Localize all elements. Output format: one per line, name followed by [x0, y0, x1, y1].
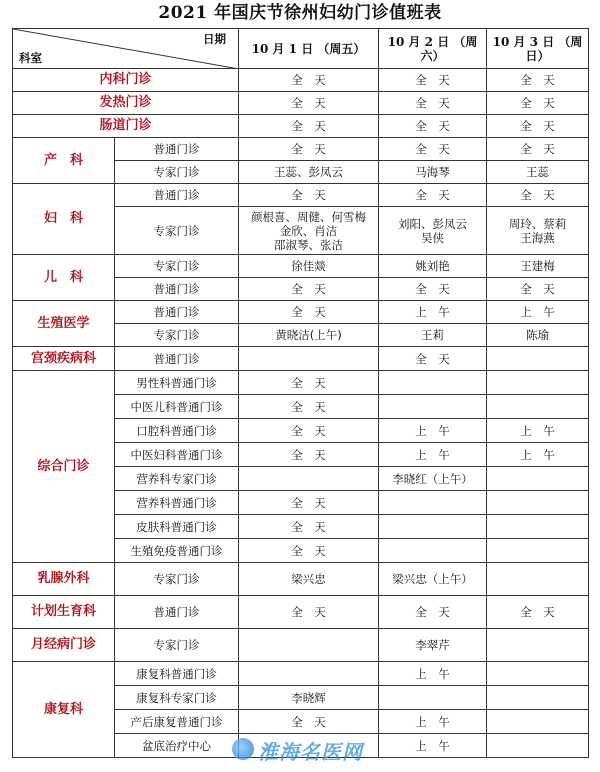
globe-logo-icon	[232, 738, 254, 760]
duty-cell-day3	[487, 395, 589, 419]
duty-line: 刘阳、彭凤云	[398, 216, 467, 231]
table-row	[13, 184, 589, 207]
clinic-cell: 专家门诊	[115, 324, 239, 347]
duty-line: 颜根喜、周健、何雪梅	[251, 209, 366, 224]
duty-cell-day2: 全 天	[379, 184, 487, 207]
clinic-cell: 普通门诊	[115, 347, 239, 371]
duty-cell-day1: 全 天	[239, 92, 379, 115]
duty-cell-day1: 全 天	[239, 596, 379, 629]
dept-cell: 产 科	[13, 138, 115, 184]
duty-cell-day3	[487, 686, 589, 710]
duty-cell-day1	[239, 662, 379, 686]
header-dept-label: 科室	[19, 51, 42, 65]
clinic-cell: 中医儿科普通门诊	[115, 395, 239, 419]
duty-cell-day1	[239, 467, 379, 491]
duty-cell-day1: 全 天	[239, 301, 379, 324]
header-date-1: 10 月 1 日 （周五）	[239, 29, 379, 69]
table-row	[13, 563, 589, 596]
clinic-cell: 男性科普通门诊	[115, 371, 239, 395]
duty-cell-day2: 全 天	[379, 138, 487, 161]
watermark	[232, 736, 392, 764]
duty-cell-day3	[487, 207, 589, 255]
duty-cell-day1: 梁兴忠	[239, 563, 379, 596]
duty-cell-day2: 全 天	[379, 92, 487, 115]
duty-line: 吴侠	[421, 230, 444, 245]
dept-cell: 发热门诊	[13, 92, 239, 115]
duty-cell-day3	[487, 563, 589, 596]
duty-cell-day3: 全 天	[487, 115, 589, 138]
duty-cell-day2	[379, 207, 487, 255]
duty-cell-day2: 全 天	[379, 69, 487, 92]
clinic-cell: 营养科普通门诊	[115, 491, 239, 515]
table-row	[13, 69, 589, 92]
table-row	[13, 138, 589, 161]
duty-cell-day3	[487, 515, 589, 539]
duty-cell-day3: 全 天	[487, 92, 589, 115]
header-date-label: 日期	[203, 32, 226, 46]
duty-cell-day3	[487, 629, 589, 662]
duty-cell-day2: 全 天	[379, 115, 487, 138]
table-row	[13, 301, 589, 324]
clinic-cell: 专家门诊	[115, 563, 239, 596]
clinic-cell: 专家门诊	[115, 255, 239, 278]
duty-cell-day3: 上 午	[487, 301, 589, 324]
duty-cell-day2	[379, 515, 487, 539]
duty-cell-day1: 全 天	[239, 710, 379, 734]
duty-cell-day1: 全 天	[239, 371, 379, 395]
dept-cell: 生殖医学	[13, 301, 115, 347]
page-title: 2021 年国庆节徐州妇幼门诊值班表	[158, 3, 442, 23]
duty-cell-day1: 全 天	[239, 69, 379, 92]
duty-cell-day2	[379, 395, 487, 419]
dept-cell: 月经病门诊	[13, 629, 115, 662]
duty-cell-day3: 王蕊	[487, 161, 589, 184]
duty-cell-day1: 全 天	[239, 419, 379, 443]
dept-cell: 妇 科	[13, 184, 115, 255]
duty-cell-day3: 全 天	[487, 278, 589, 301]
clinic-cell: 产后康复普通门诊	[115, 710, 239, 734]
duty-cell-day2	[379, 539, 487, 563]
duty-cell-day2	[379, 491, 487, 515]
duty-cell-day2: 全 天	[379, 596, 487, 629]
clinic-cell: 康复科普通门诊	[115, 662, 239, 686]
duty-cell-day2: 上 午	[379, 419, 487, 443]
duty-line: 金欣、肖洁	[279, 223, 338, 238]
duty-line: 王海燕	[520, 230, 555, 245]
duty-cell-day1: 全 天	[239, 395, 379, 419]
duty-cell-day3	[487, 491, 589, 515]
duty-cell-day2	[379, 371, 487, 395]
duty-cell-day2: 马海琴	[379, 161, 487, 184]
duty-cell-day2: 王莉	[379, 324, 487, 347]
clinic-cell: 普通门诊	[115, 278, 239, 301]
clinic-cell: 康复科专家门诊	[115, 686, 239, 710]
duty-cell-day1: 全 天	[239, 539, 379, 563]
duty-cell-day2: 李晓红（上午）	[379, 467, 487, 491]
clinic-cell: 专家门诊	[115, 629, 239, 662]
duty-cell-day1: 全 天	[239, 443, 379, 467]
clinic-cell: 专家门诊	[115, 207, 239, 255]
duty-cell-day1: 黄晓洁(上午)	[239, 324, 379, 347]
duty-cell-day3	[487, 371, 589, 395]
duty-cell-day1: 全 天	[239, 278, 379, 301]
clinic-cell: 生殖免疫普通门诊	[115, 539, 239, 563]
duty-cell-day3	[487, 467, 589, 491]
dept-cell: 肠道门诊	[13, 115, 239, 138]
clinic-cell: 专家门诊	[115, 161, 239, 184]
duty-cell-day2	[379, 686, 487, 710]
dept-cell: 计划生育科	[13, 596, 115, 629]
header-row	[13, 29, 589, 69]
duty-cell-day3	[487, 347, 589, 371]
duty-cell-day2: 上 午	[379, 301, 487, 324]
clinic-cell: 普通门诊	[115, 301, 239, 324]
duty-cell-day1: 王蕊、彭凤云	[239, 161, 379, 184]
table-row	[13, 662, 589, 686]
header-date-2: 10 月 2 日 （周六）	[379, 29, 487, 69]
header-date-3: 10 月 3 日 （周日）	[487, 29, 589, 69]
duty-cell-day3: 上 午	[487, 443, 589, 467]
duty-cell-day3: 上 午	[487, 419, 589, 443]
duty-cell-day2: 上 午	[379, 443, 487, 467]
duty-cell-day3: 全 天	[487, 69, 589, 92]
duty-cell-day1: 全 天	[239, 184, 379, 207]
duty-cell-day2: 上 午	[379, 710, 487, 734]
duty-cell-day2: 上 午	[379, 734, 487, 758]
table-row	[13, 92, 589, 115]
duty-cell-day1	[239, 629, 379, 662]
duty-cell-day3	[487, 662, 589, 686]
clinic-cell: 盆底治疗中心	[115, 734, 239, 758]
duty-cell-day1: 徐佳燚	[239, 255, 379, 278]
duty-cell-day1: 全 天	[239, 115, 379, 138]
duty-cell-day2: 全 天	[379, 278, 487, 301]
duty-line: 周玲、蔡莉	[508, 216, 567, 231]
duty-cell-day1	[239, 347, 379, 371]
dept-cell: 综合门诊	[13, 371, 115, 563]
table-row	[13, 596, 589, 629]
table-row	[13, 371, 589, 395]
duty-cell-day2: 上 午	[379, 662, 487, 686]
table-row	[13, 115, 589, 138]
clinic-cell: 中医妇科普通门诊	[115, 443, 239, 467]
clinic-cell: 普通门诊	[115, 184, 239, 207]
duty-cell-day2: 姚刘艳	[379, 255, 487, 278]
duty-cell-day1: 全 天	[239, 515, 379, 539]
watermark-text: 淮海名医网	[258, 740, 363, 764]
duty-cell-day3	[487, 539, 589, 563]
dept-cell: 乳腺外科	[13, 563, 115, 596]
duty-cell-day3: 王建梅	[487, 255, 589, 278]
duty-cell-day2: 全 天	[379, 347, 487, 371]
dept-cell: 内科门诊	[13, 69, 239, 92]
duty-cell-day3: 全 天	[487, 184, 589, 207]
duty-cell-day1: 李晓辉	[239, 686, 379, 710]
duty-cell-day1: 全 天	[239, 491, 379, 515]
duty-cell-day3: 全 天	[487, 138, 589, 161]
duty-line: 邵淑琴、张洁	[274, 237, 343, 252]
header-corner-cell	[13, 29, 239, 69]
dept-cell: 康复科	[13, 662, 115, 758]
dept-cell: 儿 科	[13, 255, 115, 301]
duty-cell-day3: 陈瑜	[487, 324, 589, 347]
clinic-cell: 营养科专家门诊	[115, 467, 239, 491]
duty-schedule-table	[12, 28, 589, 758]
table-row	[13, 347, 589, 371]
table-row	[13, 629, 589, 662]
duty-cell-day2: 李翠芹	[379, 629, 487, 662]
duty-cell-day3	[487, 710, 589, 734]
clinic-cell: 皮肤科普通门诊	[115, 515, 239, 539]
duty-cell-day3: 全 天	[487, 596, 589, 629]
clinic-cell: 口腔科普通门诊	[115, 419, 239, 443]
duty-cell-day3	[487, 734, 589, 758]
clinic-cell: 普通门诊	[115, 138, 239, 161]
duty-cell-day1: 全 天	[239, 138, 379, 161]
duty-cell-day1	[239, 207, 379, 255]
clinic-cell: 普通门诊	[115, 596, 239, 629]
duty-cell-day2: 梁兴忠（上午）	[379, 563, 487, 596]
dept-cell: 宫颈疾病科	[13, 347, 115, 371]
table-row	[13, 255, 589, 278]
